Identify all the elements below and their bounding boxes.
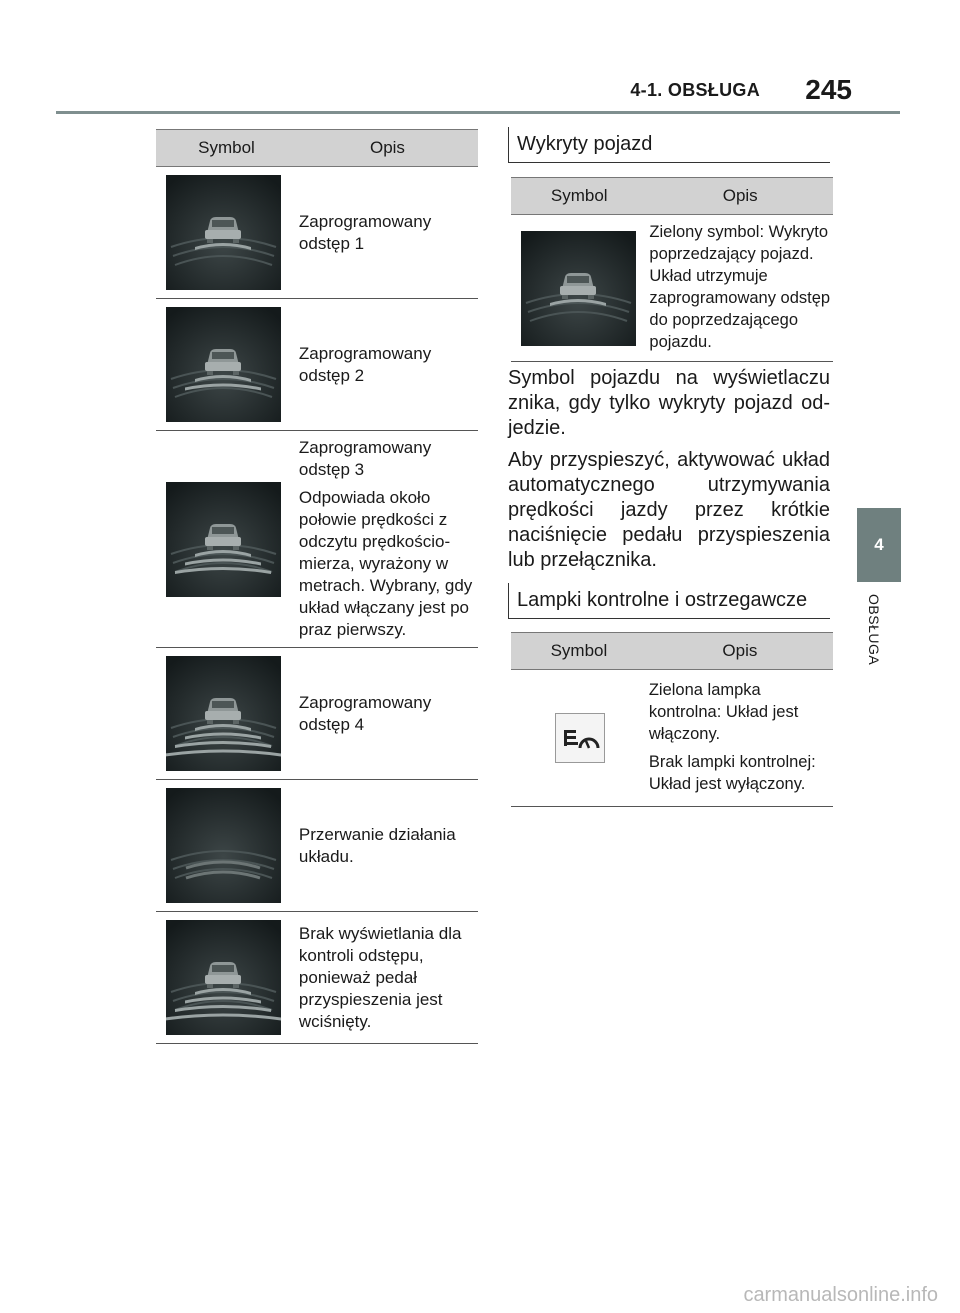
- indicators-heading: Lampki kontrolne i ostrzegawcze: [508, 583, 830, 619]
- table-row: [156, 648, 478, 780]
- chapter-tab-label: OBSŁUGA: [866, 594, 882, 666]
- body-paragraphs: [508, 366, 830, 580]
- table-row: [511, 215, 833, 362]
- detected-vehicle-heading: Wykryty pojazd: [508, 127, 830, 163]
- column-header-symbol: Symbol: [156, 130, 297, 167]
- description-text: Zielony symbol: Wykryto poprzedzający pojazd. Układ utrzymuje zaprogramowany odstęp do poprzedzającego pojazdu.: [649, 223, 831, 351]
- table-row: [156, 780, 478, 912]
- description-text: Zaprogramowany odstęp 2: [298, 343, 432, 385]
- symbol-cell: [156, 648, 297, 780]
- distance-display-icon: [166, 307, 281, 422]
- distance-display-icon: [166, 482, 281, 597]
- paragraph: Aby przyspieszyć, aktywować układ automatycznego utrzymywania prędkości jazdy przez krótkie naciśnięcie pedału przyspieszenia lub przełącznika.: [508, 449, 830, 571]
- symbol-cell: [156, 431, 297, 648]
- distance-display-icon: [166, 175, 281, 290]
- distance-display-icon: [521, 231, 636, 346]
- table-row: [156, 912, 478, 1044]
- detected-vehicle-table: [511, 177, 833, 362]
- column-header-description: Opis: [647, 633, 833, 670]
- description-text: Odpowiada około połowie prędkości z odczytu prędkościomierza, wyrażony w metrach. Wybrany, gdy układ włączany jest po praz pierwszy.: [298, 488, 473, 639]
- description-cell: [297, 912, 478, 1044]
- description-text: Brak wyświetlania dla kontroli odstępu, ponieważ pedał przyspieszenia jest wciśnięty.: [298, 923, 462, 1031]
- description-text: Zaprogramowany odstęp 3: [298, 438, 432, 479]
- table-row: [156, 167, 478, 299]
- symbol-cell: [156, 167, 297, 299]
- symbol-cell: [511, 670, 647, 807]
- indicators-table: [511, 632, 833, 807]
- description-text: Zaprogramowany odstęp 4: [298, 692, 432, 734]
- symbol-cell: [156, 299, 297, 431]
- description-cell: [297, 780, 478, 912]
- section-title: 4-1. OBSŁUGA: [630, 80, 760, 100]
- table-header: [511, 633, 833, 670]
- description-text: Zielona lampka kontrolna: Układ jest włączony.: [648, 681, 799, 743]
- description-text: Przerwanie działania układu.: [298, 824, 456, 866]
- table-row: [156, 431, 478, 648]
- description-cell: [297, 167, 478, 299]
- cruise-distance-icon: [555, 713, 605, 763]
- column-header-symbol: Symbol: [511, 633, 647, 670]
- paragraph: Symbol pojazdu na wyświetlaczu znika, gdy tylko wykryty pojazd odjedzie.: [508, 367, 830, 439]
- symbol-cell: [511, 215, 647, 362]
- distance-display-icon: [166, 656, 281, 771]
- description-cell: [647, 670, 833, 807]
- table-row: [511, 670, 833, 807]
- column-header-symbol: Symbol: [511, 178, 647, 215]
- column-header-description: Opis: [647, 178, 833, 215]
- description-cell: [647, 215, 833, 362]
- symbol-cell: [156, 780, 297, 912]
- symbol-cell: [156, 912, 297, 1044]
- distance-display-icon: [166, 788, 281, 903]
- column-header-description: Opis: [297, 130, 478, 167]
- table-header: [156, 130, 478, 167]
- distance-display-icon: [166, 920, 281, 1035]
- description-text: Brak lampki kontrolnej: Układ jest wyłączony.: [648, 753, 816, 793]
- table-header: [511, 178, 833, 215]
- watermark: carmanualsonline.info: [743, 1284, 938, 1306]
- description-cell: [297, 648, 478, 780]
- table-row: [156, 299, 478, 431]
- distance-symbol-table: [156, 129, 478, 1044]
- header-rule: [56, 111, 900, 114]
- chapter-tab: 4: [857, 508, 901, 582]
- page-number: 245: [805, 74, 852, 105]
- description-cell: [297, 299, 478, 431]
- description-cell: [297, 431, 478, 648]
- description-text: Zaprogramowany odstęp 1: [298, 211, 432, 253]
